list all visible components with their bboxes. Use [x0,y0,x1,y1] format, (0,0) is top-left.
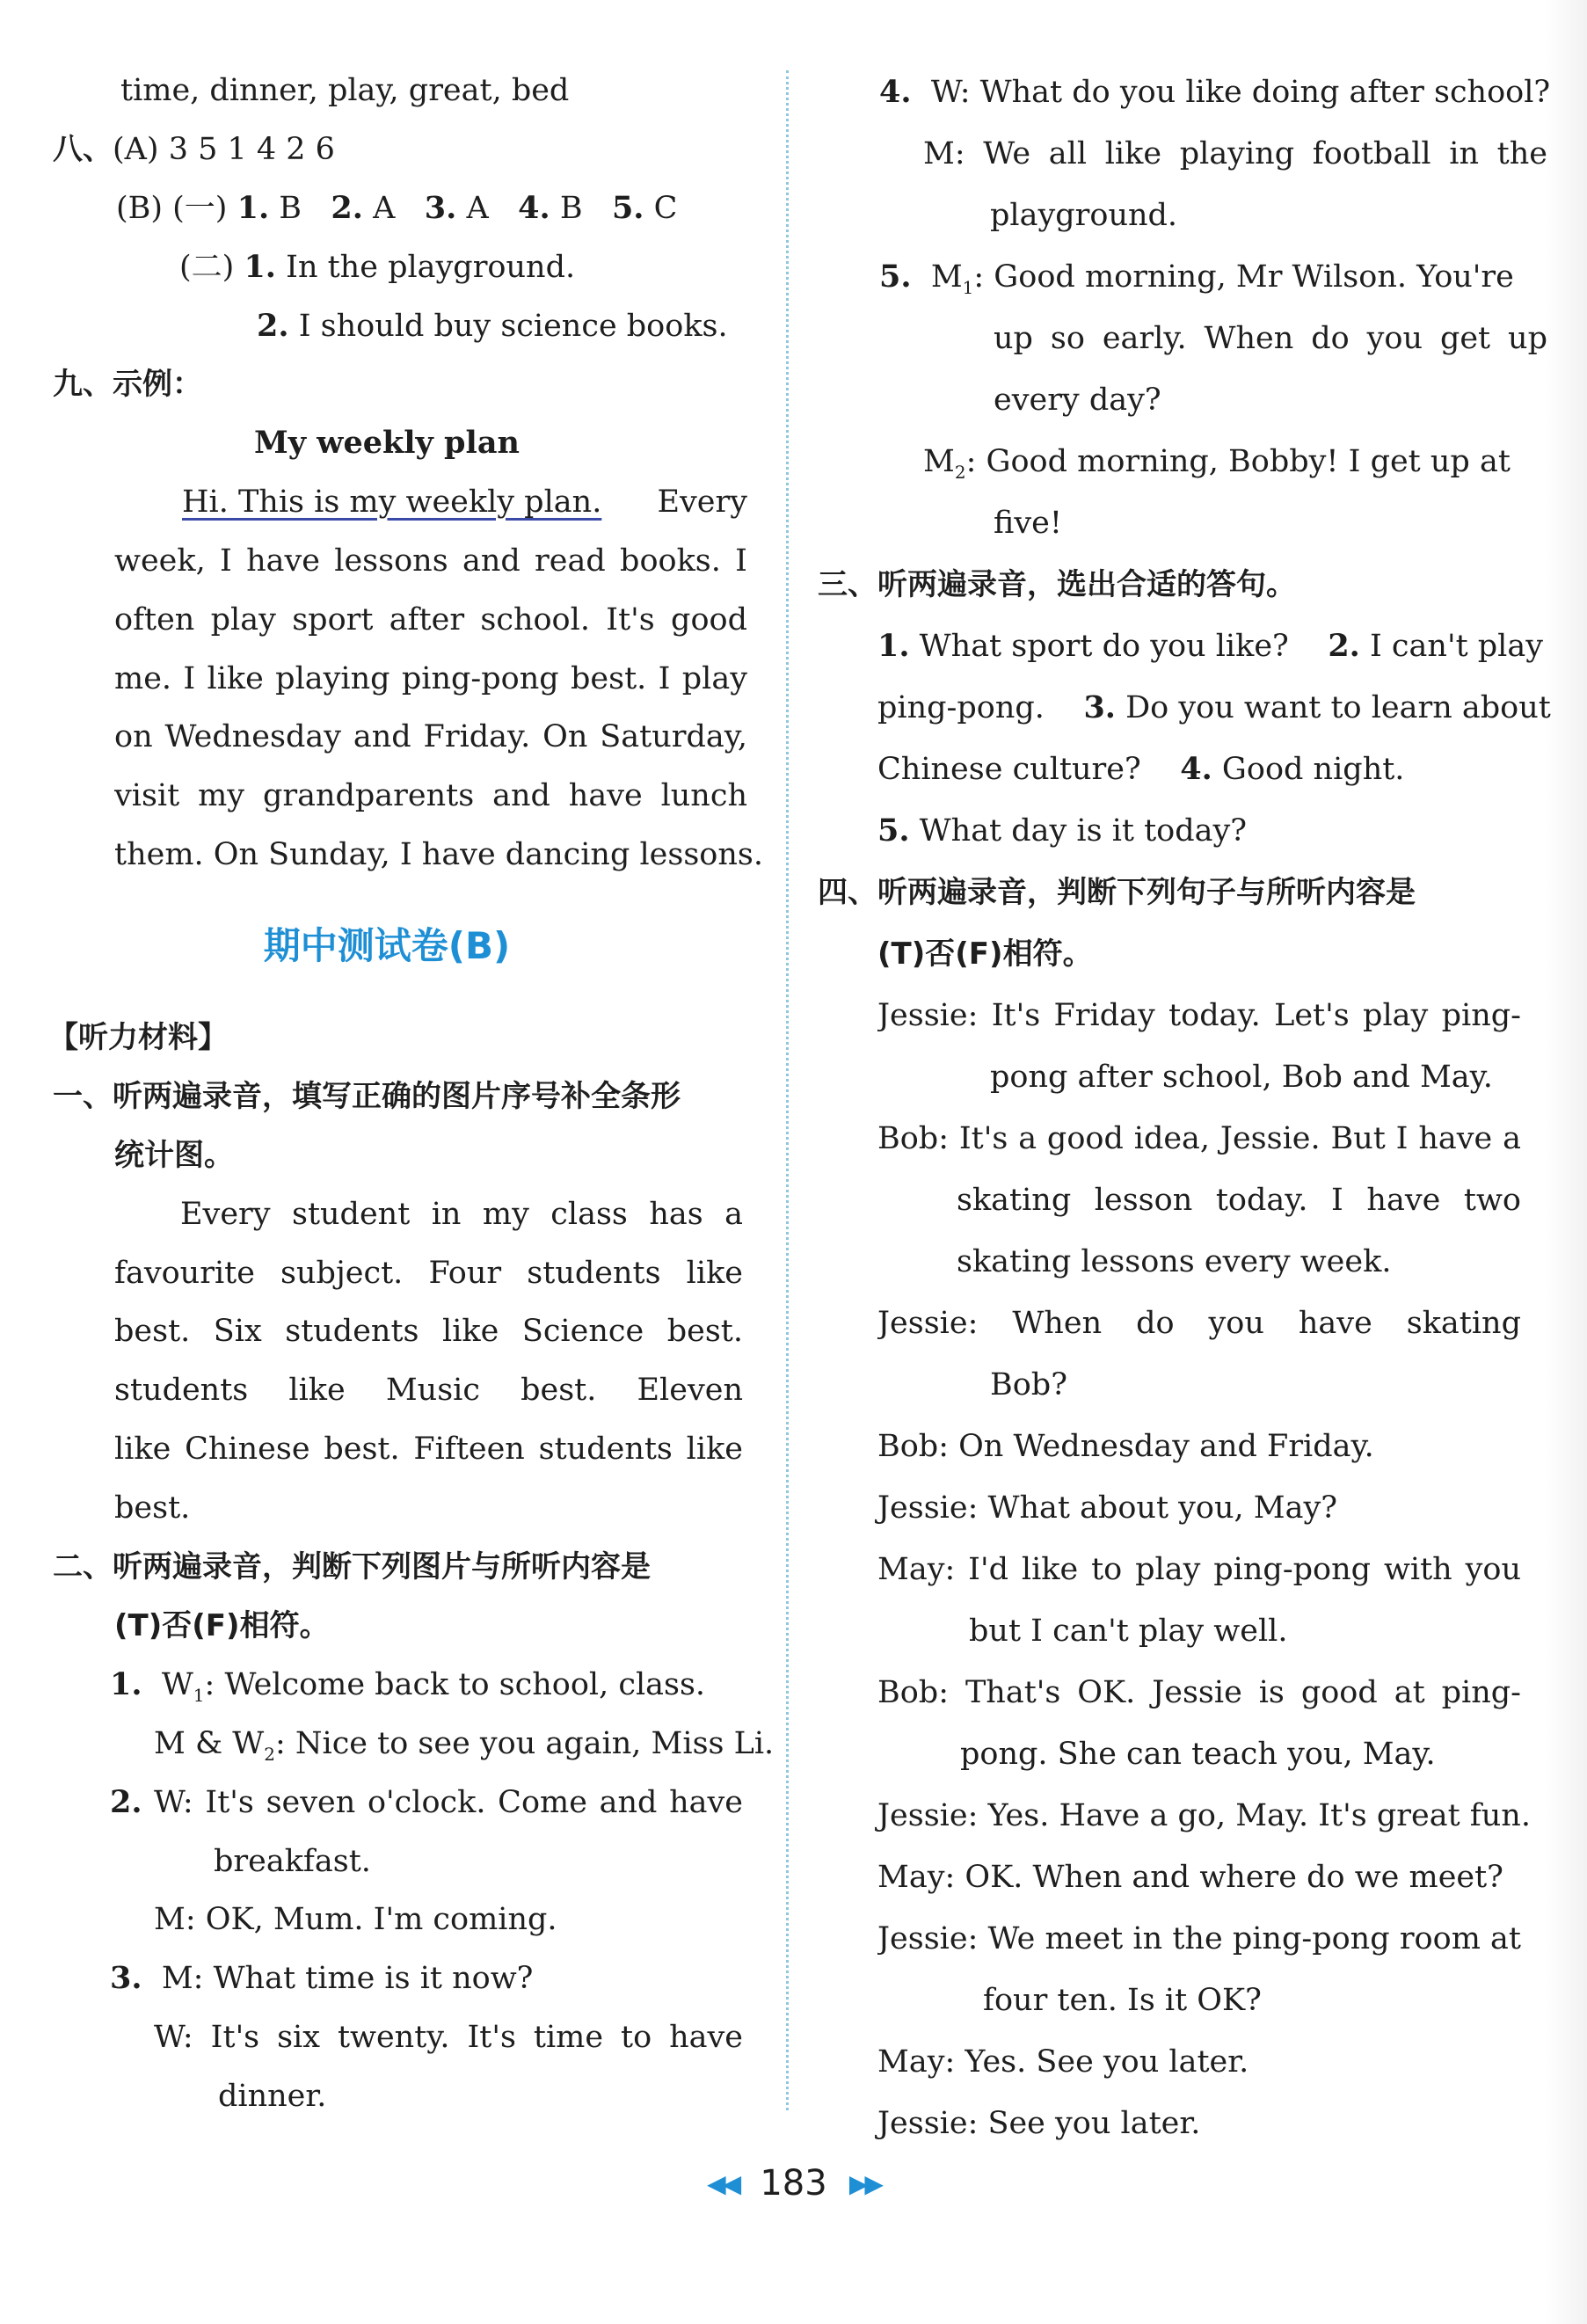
section-8-answers [53,129,774,170]
section-4-heading-line2: (T)否(F)相符。 [877,936,1093,972]
part-label: (B) (一) [116,191,237,226]
answer-text: What sport do you like? [909,629,1289,664]
section-2-heading-line1: 二、听两遍录音，判断下列图片与所听内容是 [53,1549,651,1585]
answer-num: 1. [237,190,270,226]
section-8a: (A) 3 5 1 4 2 6 [113,132,335,167]
essay-line-4: me. I like playing ping-pong best. I play [114,661,747,696]
answer-num: 4. [1180,751,1212,787]
dialogue-text: : Good morning, Mr Wilson. You're [973,259,1514,295]
section-8b-answers [116,188,774,229]
dialogue-text: : Nice to see you again, Miss Li. [274,1726,775,1761]
dialogue-line: Jessie: What about you, May? [877,1490,1338,1526]
answer-line: time, dinner, play, great, bed [120,73,570,108]
passage-line-5: like Chinese best. Fifteen students like [114,1432,743,1467]
dialogue-line: Bob: It's a good idea, Jessie. But I have a [877,1121,1521,1156]
dialogue-line: pong after school, Bob and May. [990,1060,1493,1095]
answer-text: I should buy science books. [298,309,728,344]
dialogue-5-line2: up so early. When do you get up [994,321,1547,356]
dialogue-text: M: What time is it now? [161,1961,534,1996]
test-title: 期中测试卷(B) [263,924,511,967]
essay-line-5: on Wednesday and Friday. On Saturday, [114,719,747,754]
answer-text: In the playground. [286,250,576,285]
passage-line-6: best. [114,1490,191,1526]
dialogue-line: May: OK. When and where do we meet? [877,1860,1503,1895]
page-edge-shadow [1545,0,1587,2324]
dialogue-line: Bob? [990,1367,1067,1402]
dialogue-line: skating lesson today. I have two [957,1183,1521,1218]
dialogue-line: May: Yes. See you later. [877,2044,1249,2080]
dialogue-2-line3: M: OK, Mum. I'm coming. [154,1902,557,1937]
dialogue-line: four ten. Is it OK? [983,1983,1262,2018]
section-3-line3 [877,749,1547,790]
dialogue-1-line1 [110,1665,774,1716]
question-num: 4. [879,74,912,110]
speaker-sub: 1 [962,277,974,298]
dialogue-5-line1 [879,257,1547,308]
passage-line-1: Every student in my class has a [180,1197,743,1232]
dialogue-4-line3: playground. [990,198,1178,233]
answer-num: 3. [424,190,457,226]
section-8b2-line1 [179,247,774,288]
dialogue-line: Bob: That's OK. Jessie is good at ping- [877,1675,1521,1710]
page-number: 183 [760,2163,827,2204]
dialogue-4-line1 [879,72,1551,113]
dialogue-line: Jessie: See you later. [877,2106,1201,2141]
answer-num: 2. [1328,628,1360,664]
section-3-line2 [877,688,1551,728]
speaker: M & W [154,1726,265,1761]
passage-line-2: favourite subject. Four students like [114,1256,743,1291]
answer-num: 2. [331,190,363,226]
essay-underlined: Hi. This is my weekly plan. [182,484,602,520]
dialogue-5-line3: every day? [994,382,1161,418]
answer-num: 1. [877,628,910,664]
question-num: 5. [879,259,912,295]
answer-num: 5. [611,190,644,226]
essay-line-6: visit my grandparents and have lunch [114,778,747,813]
essay-line-3: often play sport after school. It's good [114,602,747,637]
section-1-heading-line2: 统计图。 [114,1138,234,1173]
page-footer [0,2163,1587,2204]
dialogue-line: Jessie: It's Friday today. Let's play ping- [877,998,1521,1033]
question-num: 2. [110,1784,142,1820]
answer-num: 5. [877,812,910,849]
essay-title: My weekly plan [254,425,520,461]
answer-num: 3. [1083,689,1116,725]
dialogue-line: Jessie: Yes. Have a go, May. It's great fun. [877,1798,1531,1833]
answer-text: ping-pong. [877,690,1045,725]
section-8b2-line2 [257,306,774,346]
part-label: (二) [179,250,244,285]
dialogue-line: Bob: On Wednesday and Friday. [877,1429,1374,1464]
dialogue-3-line3: dinner. [218,2079,327,2114]
essay-text: Every [657,484,747,520]
answer-text: What day is it today? [909,813,1248,849]
dialogue-4-line2: M: We all like playing football in the [923,136,1547,171]
essay-line-1 [182,482,747,522]
answer-letter: C [653,191,678,226]
essay-line-7: them. On Sunday, I have dancing lessons. [114,837,764,872]
question-num: 1. [110,1666,142,1702]
next-page-arrows-icon[interactable]: ▶▶ [848,2168,880,2198]
dialogue-3-line1 [110,1958,774,1999]
dialogue-line: Jessie: We meet in the ping-pong room at [877,1921,1521,1956]
answer-letter: B [559,191,583,226]
section-2-heading-line2: (T)否(F)相符。 [114,1608,330,1643]
answer-text: Good night. [1212,752,1405,787]
answer-text: Do you want to learn about [1115,690,1551,725]
dialogue-text: W: It's seven o'clock. Come and have [154,1785,743,1820]
answer-letter: A [373,191,396,226]
speaker-sub: 2 [954,462,966,483]
dialogue-text: : Good morning, Bobby! I get up at [965,444,1511,479]
section-number: 八、 [53,132,113,167]
dialogue-line: pong. She can teach you, May. [960,1737,1436,1772]
dialogue-2-line2: breakfast. [214,1844,371,1879]
section-4-heading-line1: 四、听两遍录音，判断下列句子与所听内容是 [818,875,1416,910]
answer-num: 1. [244,249,276,285]
section-3-heading: 三、听两遍录音，选出合适的答句。 [818,567,1296,602]
dialogue-line: but I can't play well. [969,1614,1288,1649]
dialogue-line: Jessie: When do you have skating [877,1306,1521,1341]
listening-heading: 【听力材料】 [48,1020,228,1055]
answer-num: 4. [518,190,550,226]
dialogue-line: skating lessons every week. [957,1244,1392,1279]
question-num: 3. [110,1960,142,1996]
dialogue-3-line2: W: It's six twenty. It's time to have [154,2020,743,2055]
section-9-heading: 九、示例： [53,367,202,402]
section-3-line1 [877,626,1547,667]
speaker: W [161,1667,193,1702]
answer-letter: B [279,191,302,226]
speaker: M [930,259,963,295]
speaker-sub: 2 [264,1744,275,1765]
dialogue-1-line2 [154,1723,774,1774]
section-3-line4 [877,811,1547,851]
passage-line-4: students like Music best. Eleven [114,1373,743,1408]
answer-letter: A [466,191,489,226]
answer-text: I can't play [1359,629,1543,664]
passage-line-3: best. Six students like Science best. [114,1314,743,1349]
answer-text: Chinese culture? [877,752,1141,787]
dialogue-text: : Welcome back to school, class. [204,1667,706,1702]
previous-page-arrows-icon[interactable]: ◀◀ [707,2168,739,2198]
dialogue-5-line5: five! [994,506,1062,541]
dialogue-text: W: What do you like doing after school? [930,75,1551,110]
section-1-heading-line1: 一、听两遍录音，填写正确的图片序号补全条形 [53,1079,681,1114]
dialogue-5-line4 [923,441,1547,492]
speaker: M [923,444,955,479]
column-divider [786,70,789,2110]
answer-num: 2. [257,308,289,344]
speaker-sub: 1 [193,1685,205,1706]
essay-line-2: week, I have lessons and read books. I [114,543,747,579]
dialogue-line: May: I'd like to play ping-pong with you [877,1552,1521,1587]
